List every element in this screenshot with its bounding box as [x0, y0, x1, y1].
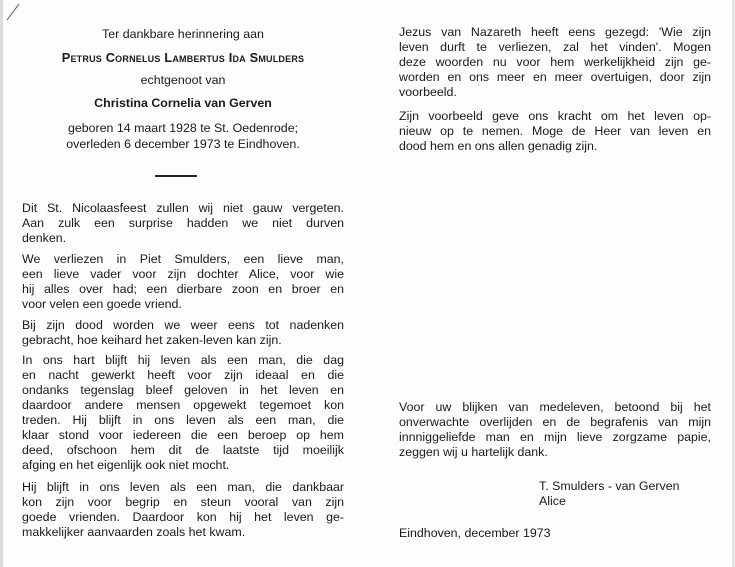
paragraph: [22, 252, 344, 312]
place-date: Eindhoven, december 1973: [399, 526, 551, 540]
text-line: goede vrienden. Daardoor kon hij het leven ge-: [22, 510, 344, 524]
text-line: een lieve vader voor zijn dochter Alice, voor wie: [22, 267, 344, 281]
spouse-name: Christina Cornelia van Gerven: [94, 96, 272, 110]
text-line: voorbeeld.: [399, 85, 457, 99]
text-line: zeggen wij u hartelijk dank.: [399, 445, 548, 459]
text-line: In ons hart blijft hij leven als een man, die dag: [22, 353, 344, 367]
text-line: klaar stond voor iedereen die een beroep op hem: [22, 428, 344, 442]
text-line: makkelijker aanvaarden zoals het kwam.: [22, 525, 246, 539]
text-line: en nacht gewerkt heeft voor zijn ideaal en die: [22, 368, 344, 382]
deceased-name: Petrus Cornelus Lambertus Ida Smulders: [61, 50, 305, 65]
text-line: innniggeliefde man en mijn lieve zorgzame papie,: [399, 430, 711, 444]
pen-mark: [5, 2, 23, 22]
text-line: hij alles over had; een dierbare zoon en broer en: [22, 282, 344, 296]
text-line: We verliezen in Piet Smulders, een lieve man,: [22, 252, 344, 266]
paragraph: [22, 201, 344, 246]
text-line: Bij zijn dood worden we weer eens tot nadenken: [22, 318, 344, 332]
text-line: nieuw op te nemen. Moge de Heer van leven en: [399, 124, 711, 138]
text-line: onverwachte overlijden en de begrafenis van mijn: [399, 415, 711, 429]
paragraph: [399, 25, 711, 100]
thanks-paragraph: [399, 400, 711, 460]
text-line: denken.: [22, 231, 67, 245]
paragraph: [399, 109, 711, 154]
text-line: gebracht, hoe keihard het zaken-leven kan zijn.: [22, 333, 282, 347]
text-line: voor velen een goede vriend.: [22, 297, 182, 311]
text-line: kon zijn voor begrip en steun vooral van zijn: [22, 495, 344, 509]
text-line: afging en het eigenlijk ook niet mocht.: [22, 458, 230, 472]
text-line: Jezus van Nazareth heeft eens gezegd: 'Wie zijn: [399, 25, 711, 39]
text-line: deed, ofschoon hem dit de laatste tijd moeilijk: [22, 443, 344, 457]
text-line: Hij blijft in ons leven als een man, die dankbaar: [22, 480, 344, 494]
intro-line: Ter dankbare herinnering aan: [102, 27, 264, 41]
text-line: Aan zulk een surprise hadden we niet durven: [22, 216, 344, 230]
divider-rule: [155, 175, 197, 177]
death-line: overleden 6 december 1973 te Eindhoven.: [66, 137, 300, 151]
relation-line: echtgenoot van: [140, 73, 226, 87]
paragraph: [22, 318, 344, 348]
text-line: ondanks tegenslag bleef geloven in het leven en: [22, 383, 344, 397]
signature-line-1: T. Smulders - van Gerven: [539, 479, 680, 493]
text-line: deze woorden nu voor hem werkelijkheid zijn ge-: [399, 55, 711, 69]
text-line: treden. Hij blijft in ons leven als een man, die: [22, 413, 344, 427]
text-line: dood hem en ons allen genadig zijn.: [399, 139, 598, 153]
text-line: Zijn voorbeeld geve ons kracht om het leven op-: [399, 109, 711, 123]
paragraph: [22, 353, 344, 473]
text-line: Voor uw blijken van medeleven, betoond bij het: [399, 400, 711, 414]
text-line: leven durft te verliezen, zal het vinden'. Mogen: [399, 40, 711, 54]
text-line: Dit St. Nicolaasfeest zullen wij niet gauw vergeten.: [22, 201, 344, 215]
scan-edge-left: [0, 0, 3, 567]
text-line: daardoor andere mensen opgewekt tegemoet kon: [22, 398, 344, 412]
paragraph: [22, 480, 344, 540]
signature-line-2: Alice: [539, 494, 566, 508]
text-line: worden en ons meer en meer overtuigen, door zijn: [399, 70, 711, 84]
birth-line: geboren 14 maart 1928 te St. Oedenrode;: [67, 121, 299, 135]
